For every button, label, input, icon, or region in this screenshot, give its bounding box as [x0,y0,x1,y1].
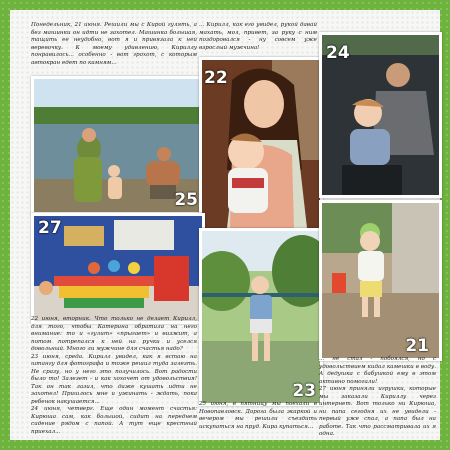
car-photo [319,32,442,198]
toys-photo [31,213,205,324]
pond-photo [31,76,205,215]
date-21-label: 21 [405,336,429,356]
mother-child-photo [199,57,323,231]
paper-background [10,10,440,440]
date-25-label: 25 [174,190,198,210]
date-24-label: 24 [326,43,350,63]
backyard-photo [319,200,442,361]
text-block-june-25: 25 июня, в пятницу мы поехали в Новопавловск. Дорога была жаркой и вечером мы решили съездить искупаться на пруд. Кира купаться... [199,401,317,430]
date-22-label: 22 [204,68,228,88]
bar-photo [199,228,323,406]
text-block-june-21: Понедельник, 21 июня. Решили мы с Кирой гулять, а без машинки он идти не захотел. Машинка большая, тащить ее неудобно, вот я и привязала к ней веревочку. К моему удивлению, Кириллу понравилось... особенно - вот грохот, с которым автокран едет по камням... [31,22,197,66]
bar-photo-image [202,231,320,403]
text-block-june-27: ... не стал - побоялся, но с удовольствием кидал камешки в воду. А дедушка с бабушкой ему в этом активно помогали! 27 июня приняли игрушки, которые мы заказали Кириллу через интернет. Вот только ни Кирюша, ни папа сегодня их не увидели - первый уже спал, а папа был на работе. Так что рассматривала их я одна. [319,356,436,437]
backyard-photo-image [322,203,439,358]
date-23-label: 23 [292,381,316,401]
text-block-kirill-greeting: ... Кирилл, как его увидел, рукой давай махать, мол, привет, за руку с ним поздоровался - ну совсем уже взрослый мужчина! [199,22,317,51]
date-27-label: 27 [38,218,62,238]
text-block-june-22-24: 22 июня, вторник. Что только не делает Кирилл, для того, чтобы Катерина обратила на него внимание: то и «гулит» «прыгает» и визжит, а потом потрепался к ней на ручки и уселся довольный. Много ли мужчине для счастья надо? 23 июня, среда. Кирилл увидел, как я встаю на штангу для фотографа и тоже решил туда залезть. Не сразу, но у него это получилось. Вот радости было то! Залезет - и как хохочет от удовольствия! Так он так лазил, что даже кушать идти не захотел! Пришлось мне и ужинать - ждать, пока ребенок накушается... 24 июня, четверг. Еще один момент счастья: Кирюша сам, как большой, сидит на переднем сидение рядом с папой. А тут еще крестный приехал... [31,316,197,435]
